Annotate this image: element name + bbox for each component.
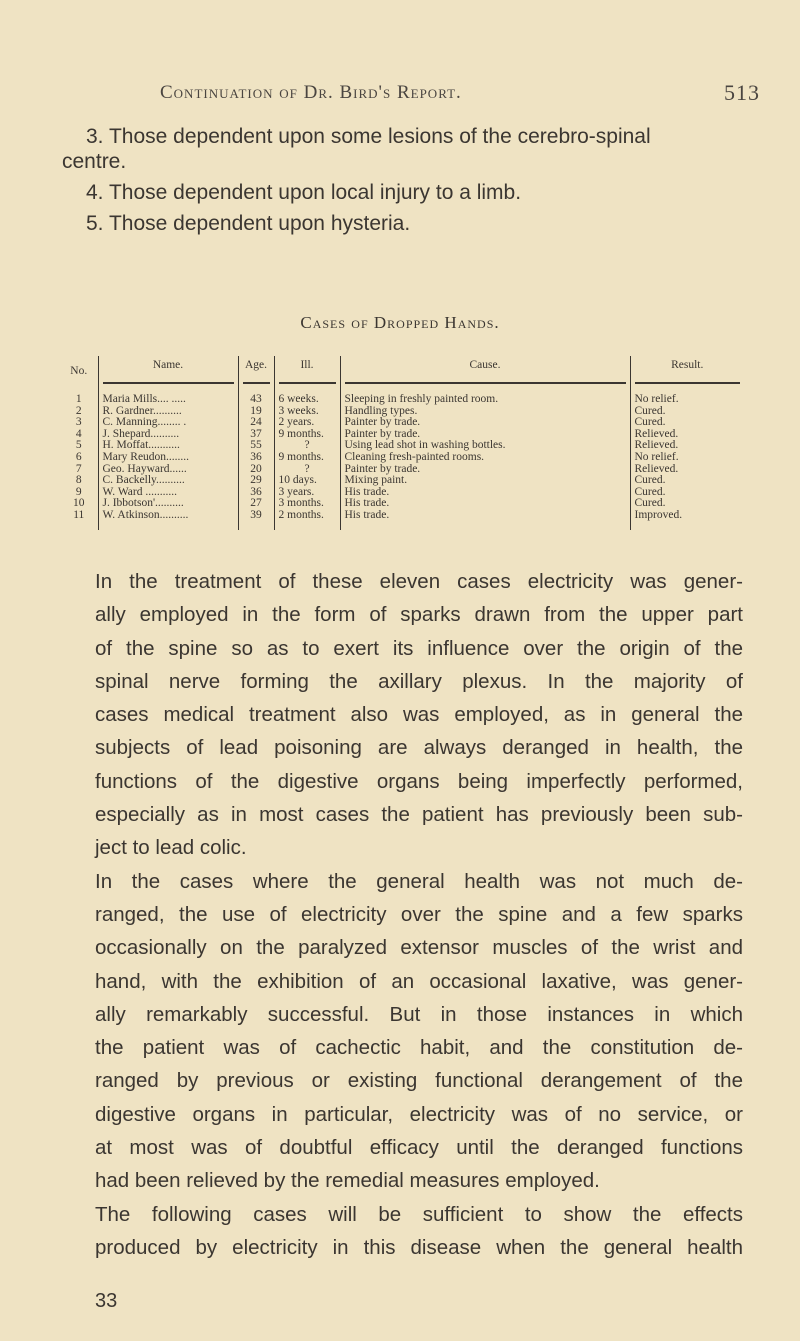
column-header-no (60, 356, 98, 388)
text-line: digestive organs in particular, electricity was of no service, or (95, 1102, 743, 1126)
paragraph (95, 1198, 743, 1265)
paragraph (95, 865, 743, 1198)
header-rule (635, 382, 741, 384)
cell-result: Cured. (630, 487, 744, 499)
header-rule (345, 382, 626, 384)
cell-name: W. Ward ........... (98, 487, 238, 499)
paragraph (95, 565, 743, 865)
cell-result: Cured. (630, 498, 744, 510)
cell-age: 36 (238, 452, 274, 464)
cell-cause: Handling types. (340, 406, 630, 418)
header-rule (243, 382, 270, 384)
cell-result: Cured. (630, 417, 744, 429)
cell-cause: His trade. (340, 498, 630, 510)
cell-name: C. Manning........ . (98, 417, 238, 429)
text-line: ranged by previous or existing functional derangement of the (95, 1069, 743, 1093)
cell-ill: 3 years. (274, 487, 340, 499)
header-rule (103, 382, 234, 384)
table-row (60, 388, 744, 406)
text-line: ject to lead colic. (95, 836, 247, 860)
text-line: occasionally on the paralyzed extensor muscles of the wrist and (95, 936, 743, 960)
table-header-row (60, 356, 744, 388)
cell-age: 39 (238, 510, 274, 530)
cell-name: C. Backelly.......... (98, 475, 238, 487)
column-header-label: Name. (152, 359, 184, 372)
cell-cause: Using lead shot in washing bottles. (340, 440, 630, 452)
text-line: ranged, the use of electricity over the spine and a few sparks (95, 902, 743, 926)
cell-no: 8 (75, 474, 82, 487)
text-line: functions of the digestive organs being imperfectly performed, (95, 769, 743, 793)
cell-no: 9 (75, 485, 82, 498)
dropped-hands-table (60, 356, 744, 530)
cell-name: H. Moffat........... (98, 440, 238, 452)
text-line: In the treatment of these eleven cases electricity was gener- (95, 570, 743, 593)
cell-ill: ? (274, 464, 340, 476)
cell-result: No relief. (630, 452, 744, 464)
cell-ill: 6 weeks. (274, 388, 340, 406)
cell-no: 10 (73, 497, 85, 510)
cell-name: Mary Reudon........ (98, 452, 238, 464)
cell-age: 29 (238, 475, 274, 487)
cell-name: W. Atkinson.......... (98, 510, 238, 530)
text-line: produced by electricity in this disease when the general health (95, 1235, 743, 1259)
cell-no: 2 (75, 404, 82, 417)
cell-result: Cured. (630, 475, 744, 487)
cell-age: 20 (238, 464, 274, 476)
cell-cause: Mixing paint. (340, 475, 630, 487)
cell-age: 19 (238, 406, 274, 418)
text-line: at most was of doubtful efficacy until the deranged functions (95, 1136, 743, 1160)
cell-name: J. Shepard.......... (98, 429, 238, 441)
category-list (62, 124, 762, 236)
cell-name: J. Ibbotson'.......... (98, 498, 238, 510)
list-line: centre. (62, 150, 127, 173)
header-rule (279, 382, 336, 384)
cell-age: 43 (238, 388, 274, 406)
table-row (60, 510, 744, 530)
cell-name: Geo. Hayward...... (98, 464, 238, 476)
cell-cause: Cleaning fresh-painted rooms. (340, 452, 630, 464)
cell-no: 7 (75, 462, 82, 475)
column-header-label: Ill. (300, 359, 314, 372)
cell-ill: 3 months. (274, 498, 340, 510)
text-line: In the cases where the general health was not much de- (95, 869, 743, 893)
cell-no: 11 (73, 508, 85, 521)
cell-ill: 10 days. (274, 475, 340, 487)
cell-result: Relieved. (630, 464, 744, 476)
cell-no: 5 (75, 439, 82, 452)
text-line: of the spine so as to exert its influence over the origin of the (95, 636, 743, 660)
column-header-label: No. (70, 365, 88, 378)
text-line: ally remarkably successful. But in those instances in which (95, 1002, 743, 1026)
cell-cause: Painter by trade. (340, 417, 630, 429)
cell-no: 4 (75, 427, 82, 440)
cell-cause: Sleeping in freshly painted room. (340, 388, 630, 406)
cell-result: No relief. (630, 388, 744, 406)
text-line: ally employed in the form of sparks drawn from the upper part (95, 603, 743, 627)
text-line: The following cases will be sufficient to show the effects (95, 1202, 743, 1226)
text-line: had been relieved by the remedial measures employed. (95, 1169, 600, 1193)
list-item: 5. Those dependent upon hysteria. (86, 212, 411, 235)
cell-age: 36 (238, 487, 274, 499)
cell-result: Improved. (630, 510, 744, 530)
column-header-age (238, 356, 274, 388)
cell-ill: 9 months. (274, 452, 340, 464)
text-line: cases medical treatment also was employed, as in general the (95, 703, 743, 727)
table-row (60, 452, 744, 464)
text-line: especially as in most cases the patient has previously been sub- (95, 803, 743, 827)
cell-result: Relieved. (630, 440, 744, 452)
cell-age: 55 (238, 440, 274, 452)
text-line: the patient was of cachectic habit, and the constitution de- (95, 1036, 743, 1060)
cell-ill: ? (274, 440, 340, 452)
cell-ill: 2 months. (274, 510, 340, 530)
column-header-ill (274, 356, 340, 388)
cell-name: Maria Mills.... ..... (98, 388, 238, 406)
cell-no: 6 (75, 450, 82, 463)
signature-mark: 33 (95, 1290, 118, 1312)
text-line: subjects of lead poisoning are always deranged in health, the (95, 736, 743, 760)
list-item: 4. Those dependent upon local injury to a limb. (86, 181, 522, 204)
list-line: 3. Those dependent upon some lesions of the cerebro-spinal (86, 125, 651, 148)
cell-ill: 9 months. (274, 429, 340, 441)
page-number: 513 (724, 80, 760, 105)
column-header-result (630, 356, 744, 388)
cell-age: 24 (238, 417, 274, 429)
cell-age: 37 (238, 429, 274, 441)
cell-cause: His trade. (340, 487, 630, 499)
cell-no: 1 (75, 393, 82, 405)
column-header-label: Cause. (469, 359, 501, 372)
cell-result: Cured. (630, 406, 744, 418)
cell-no: 3 (75, 416, 82, 429)
body-text (95, 565, 743, 1264)
cell-ill: 2 years. (274, 417, 340, 429)
cell-cause: Painter by trade. (340, 429, 630, 441)
table-caption: Cases of Dropped Hands. (300, 313, 500, 332)
cell-result: Relieved. (630, 429, 744, 441)
cell-name: R. Gardner.......... (98, 406, 238, 418)
cell-cause: His trade. (340, 510, 630, 530)
column-header-label: Result. (671, 359, 704, 372)
column-header-cause (340, 356, 630, 388)
running-title: Continuation of Dr. Bird's Report. (160, 82, 462, 103)
cell-cause: Painter by trade. (340, 464, 630, 476)
column-header-label: Age. (244, 359, 268, 372)
list-item (62, 124, 762, 174)
text-line: hand, with the exhibition of an occasional laxative, was gener- (95, 969, 743, 993)
cell-age: 27 (238, 498, 274, 510)
table-row (60, 475, 744, 487)
cell-ill: 3 weeks. (274, 406, 340, 418)
text-line: spinal nerve forming the axillary plexus. In the majority of (95, 669, 743, 693)
column-header-name (98, 356, 238, 388)
